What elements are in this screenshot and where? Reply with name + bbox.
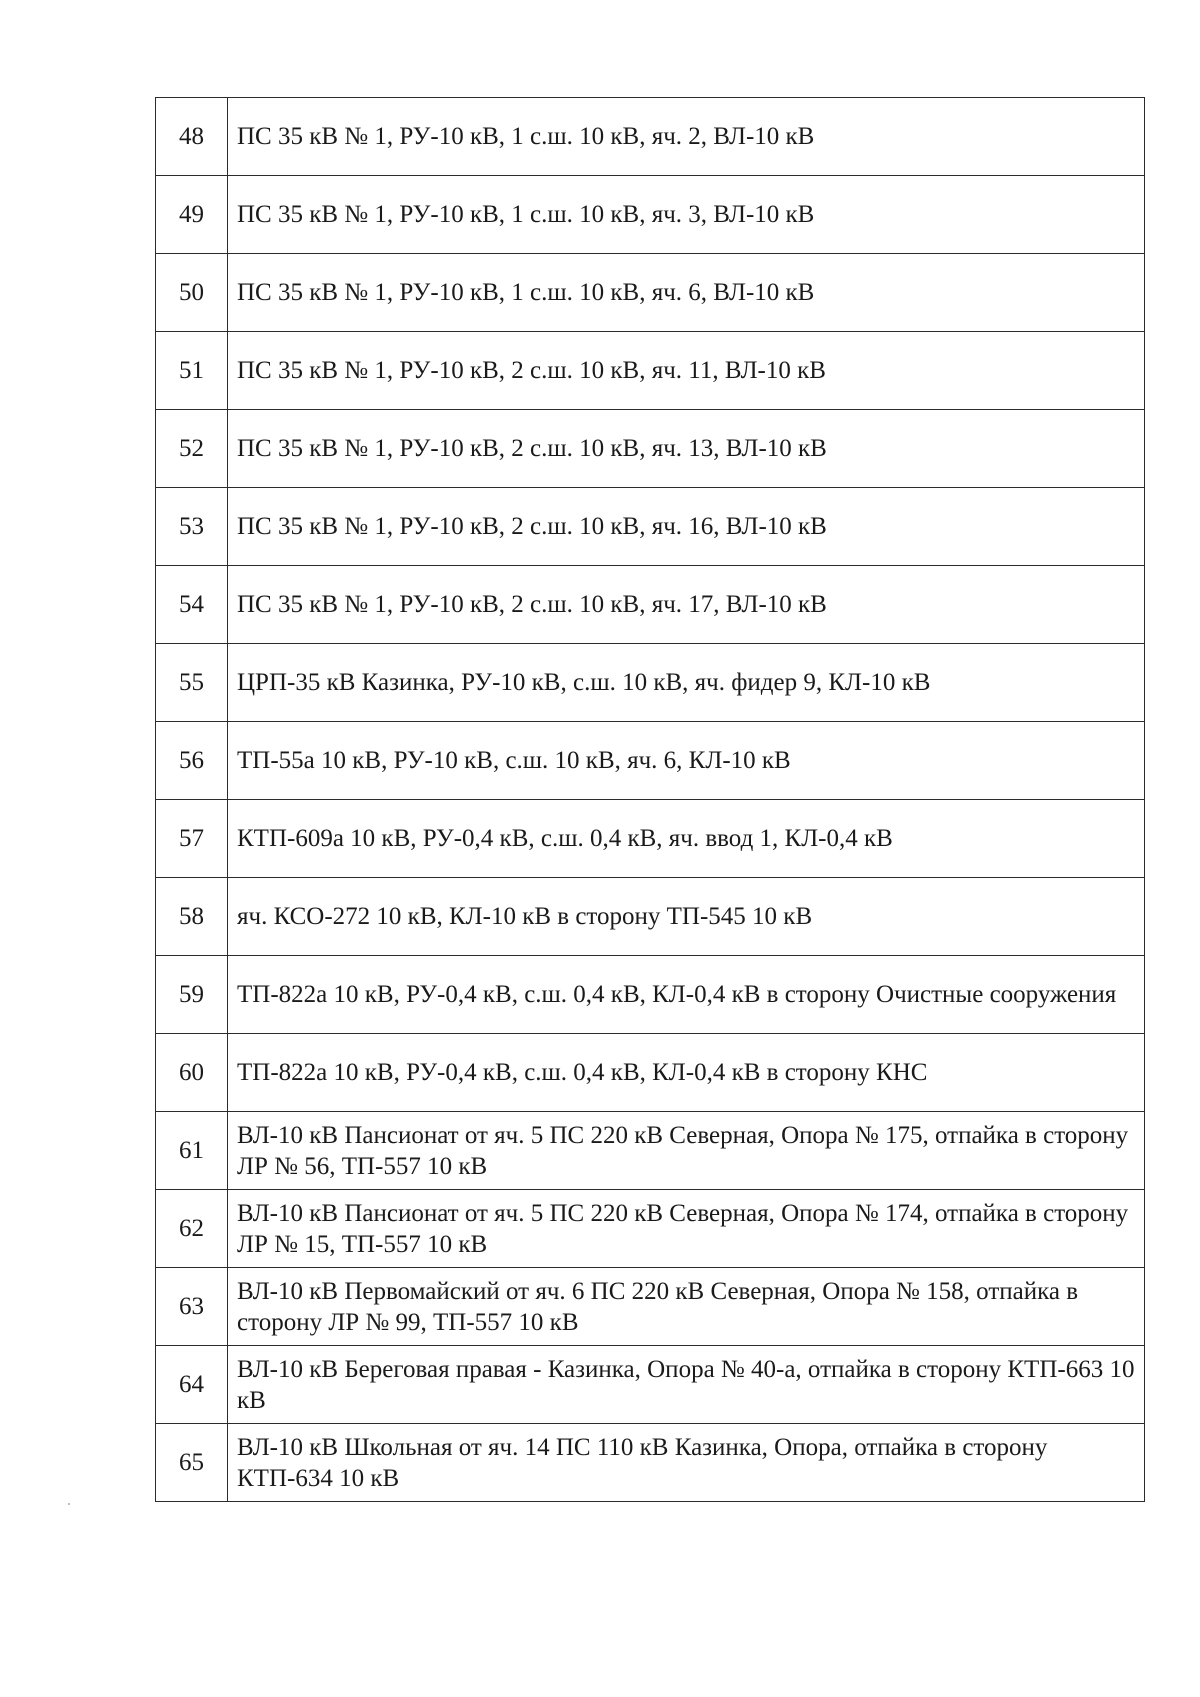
substation-table — [155, 97, 1145, 1502]
row-number: 55 — [156, 644, 228, 722]
row-number: 50 — [156, 254, 228, 332]
table-row — [156, 1346, 1145, 1424]
row-description: ПС 35 кВ № 1, РУ-10 кВ, 2 с.ш. 10 кВ, яч. 17, ВЛ-10 кВ — [228, 566, 1145, 644]
row-description: ПС 35 кВ № 1, РУ-10 кВ, 2 с.ш. 10 кВ, яч. 13, ВЛ-10 кВ — [228, 410, 1145, 488]
table-row — [156, 722, 1145, 800]
row-description: ПС 35 кВ № 1, РУ-10 кВ, 2 с.ш. 10 кВ, яч. 16, ВЛ-10 кВ — [228, 488, 1145, 566]
table-row — [156, 1112, 1145, 1190]
row-description: ВЛ-10 кВ Первомайский от яч. 6 ПС 220 кВ Северная, Опора № 158, отпайка в сторону ЛР № 99, ТП-557 10 кВ — [228, 1268, 1145, 1346]
row-number: 57 — [156, 800, 228, 878]
row-number: 63 — [156, 1268, 228, 1346]
row-description: ПС 35 кВ № 1, РУ-10 кВ, 2 с.ш. 10 кВ, яч. 11, ВЛ-10 кВ — [228, 332, 1145, 410]
row-number: 59 — [156, 956, 228, 1034]
row-description: ВЛ-10 кВ Пансионат от яч. 5 ПС 220 кВ Северная, Опора № 175, отпайка в сторону ЛР № 56, ТП-557 10 кВ — [228, 1112, 1145, 1190]
row-description: ВЛ-10 кВ Пансионат от яч. 5 ПС 220 кВ Северная, Опора № 174, отпайка в сторону ЛР № 15, ТП-557 10 кВ — [228, 1190, 1145, 1268]
row-number: 52 — [156, 410, 228, 488]
table-row — [156, 98, 1145, 176]
row-number: 60 — [156, 1034, 228, 1112]
table-row — [156, 410, 1145, 488]
row-number: 65 — [156, 1424, 228, 1502]
table-row — [156, 956, 1145, 1034]
table-row — [156, 644, 1145, 722]
table-row — [156, 1190, 1145, 1268]
row-number: 56 — [156, 722, 228, 800]
table-row — [156, 878, 1145, 956]
row-number: 51 — [156, 332, 228, 410]
row-description: ВЛ-10 кВ Школьная от яч. 14 ПС 110 кВ Казинка, Опора, отпайка в сторону КТП-634 10 кВ — [228, 1424, 1145, 1502]
row-description: ЦРП-35 кВ Казинка, РУ-10 кВ, с.ш. 10 кВ, яч. фидер 9, КЛ-10 кВ — [228, 644, 1145, 722]
row-number: 53 — [156, 488, 228, 566]
row-number: 54 — [156, 566, 228, 644]
row-description: ТП-822а 10 кВ, РУ-0,4 кВ, с.ш. 0,4 кВ, КЛ-0,4 кВ в сторону КНС — [228, 1034, 1145, 1112]
row-description: ПС 35 кВ № 1, РУ-10 кВ, 1 с.ш. 10 кВ, яч. 2, ВЛ-10 кВ — [228, 98, 1145, 176]
table-row — [156, 1034, 1145, 1112]
table-row — [156, 1268, 1145, 1346]
table-row — [156, 332, 1145, 410]
row-number: 48 — [156, 98, 228, 176]
table-row — [156, 176, 1145, 254]
row-number: 49 — [156, 176, 228, 254]
table-row — [156, 800, 1145, 878]
row-number: 58 — [156, 878, 228, 956]
row-number: 61 — [156, 1112, 228, 1190]
row-description: ПС 35 кВ № 1, РУ-10 кВ, 1 с.ш. 10 кВ, яч. 6, ВЛ-10 кВ — [228, 254, 1145, 332]
table-row — [156, 488, 1145, 566]
scan-speck — [68, 1503, 70, 1505]
table-row — [156, 566, 1145, 644]
row-description: ВЛ-10 кВ Береговая правая - Казинка, Опора № 40-а, отпайка в сторону КТП-663 10 кВ — [228, 1346, 1145, 1424]
table-row — [156, 254, 1145, 332]
table-row — [156, 1424, 1145, 1502]
row-number: 62 — [156, 1190, 228, 1268]
row-description: яч. КСО-272 10 кВ, КЛ-10 кВ в сторону ТП-545 10 кВ — [228, 878, 1145, 956]
row-description: КТП-609а 10 кВ, РУ-0,4 кВ, с.ш. 0,4 кВ, яч. ввод 1, КЛ-0,4 кВ — [228, 800, 1145, 878]
row-number: 64 — [156, 1346, 228, 1424]
row-description: ПС 35 кВ № 1, РУ-10 кВ, 1 с.ш. 10 кВ, яч. 3, ВЛ-10 кВ — [228, 176, 1145, 254]
row-description: ТП-55а 10 кВ, РУ-10 кВ, с.ш. 10 кВ, яч. 6, КЛ-10 кВ — [228, 722, 1145, 800]
row-description: ТП-822а 10 кВ, РУ-0,4 кВ, с.ш. 0,4 кВ, КЛ-0,4 кВ в сторону Очистные сооружения — [228, 956, 1145, 1034]
